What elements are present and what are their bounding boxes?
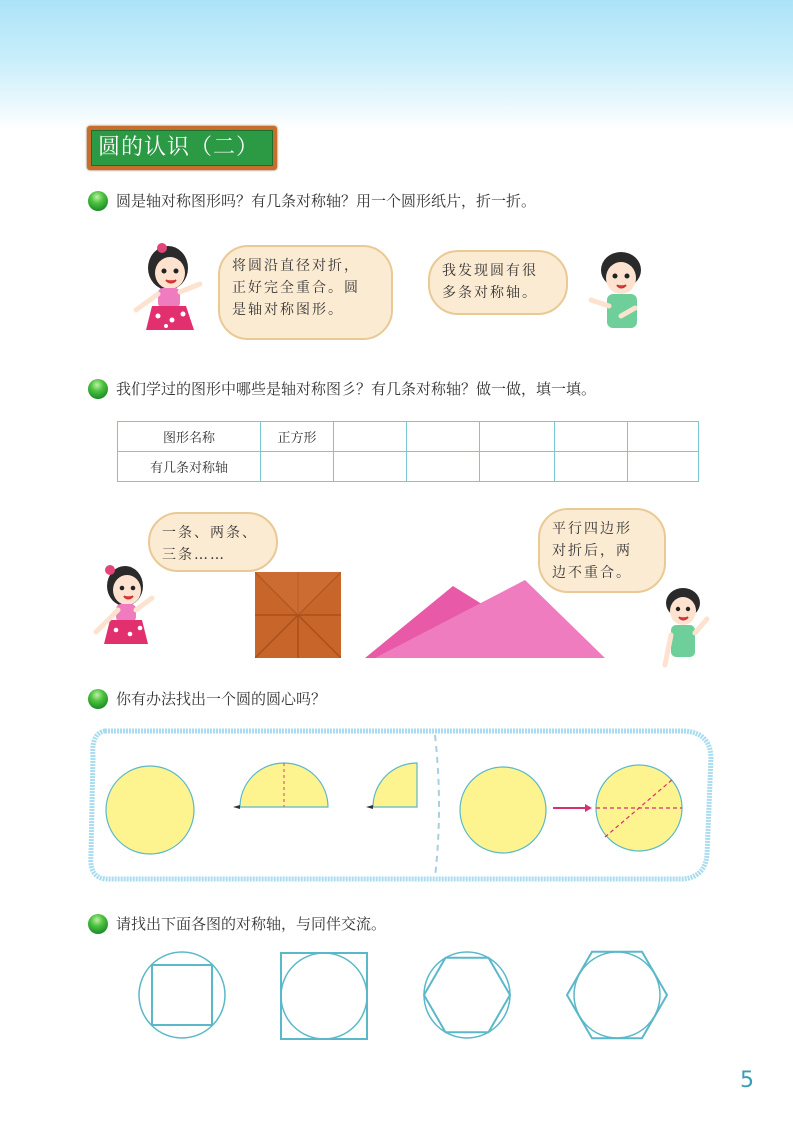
girl-character-icon <box>90 560 160 655</box>
hexagon-in-circle <box>424 952 510 1038</box>
table-row <box>118 422 699 452</box>
bubble-line: 平行四边形 <box>552 521 632 537</box>
find-center-panel <box>85 727 715 885</box>
green-bullet-icon <box>88 689 108 709</box>
symmetry-table <box>117 421 699 482</box>
bubble-line: 边不重合。 <box>552 565 632 581</box>
question-3-text: 你有办法找出一个圆的圆心吗？ <box>116 690 327 708</box>
table-cell[interactable] <box>480 422 555 452</box>
question-1-text: 圆是轴对称图形吗？有几条对称轴？用一个圆形纸片，折一折。 <box>116 192 537 210</box>
header-sky-banner <box>0 0 793 130</box>
row-header: 图形名称 <box>118 422 261 452</box>
table-cell[interactable] <box>407 422 480 452</box>
circle-before <box>460 767 546 853</box>
speech-bubble-girl-2 <box>148 512 278 572</box>
question-2 <box>88 378 596 399</box>
question-4 <box>88 913 386 934</box>
table-cell[interactable] <box>628 422 699 452</box>
row-header: 有几条对称轴 <box>118 452 261 482</box>
table-cell[interactable] <box>628 452 699 482</box>
bubble-line: 对折后，两 <box>552 543 632 559</box>
full-circle <box>106 766 194 854</box>
bubble-line: 正好完全重合。圆 <box>232 280 360 296</box>
table-cell[interactable] <box>407 452 480 482</box>
bubble-line: 多条对称轴。 <box>442 285 538 301</box>
bubble-line: 一条、两条、 <box>162 525 258 541</box>
speech-bubble-boy-2 <box>538 508 666 593</box>
bubble-line: 三条…… <box>162 547 226 563</box>
green-bullet-icon <box>88 914 108 934</box>
boy-character-icon <box>585 248 655 338</box>
folded-square-paper <box>255 572 341 658</box>
table-cell[interactable] <box>261 452 334 482</box>
inscribed-figures <box>130 945 690 1045</box>
lesson-title-plate <box>87 126 277 170</box>
green-bullet-icon <box>88 191 108 211</box>
table-cell[interactable] <box>334 452 407 482</box>
question-4-text: 请找出下面各图的对称轴，与同伴交流。 <box>116 915 387 933</box>
speech-bubble-boy-1 <box>428 250 568 315</box>
circle-in-square <box>281 953 367 1039</box>
question-2-text: 我们学过的图形中哪些是轴对称图彡？有几条对称轴？做一做，填一填。 <box>116 380 597 398</box>
question-3 <box>88 688 326 709</box>
lesson-title: 圆的认识（二） <box>91 130 273 166</box>
table-cell[interactable] <box>480 452 555 482</box>
boy-character-icon <box>655 585 715 670</box>
bubble-line: 我发现圆有很 <box>442 263 538 279</box>
table-cell[interactable] <box>334 422 407 452</box>
table-cell[interactable]: 正方形 <box>261 422 334 452</box>
table-cell[interactable] <box>555 422 628 452</box>
circle-with-diameters <box>596 765 682 851</box>
bubble-line: 是轴对称图形。 <box>232 302 344 318</box>
green-bullet-icon <box>88 379 108 399</box>
girl-character-icon <box>128 240 208 340</box>
bubble-line: 将圆沿直径对折， <box>232 258 360 274</box>
question-1 <box>88 190 536 211</box>
square-in-circle <box>139 952 225 1038</box>
table-row <box>118 452 699 482</box>
speech-bubble-girl-1 <box>218 245 393 340</box>
page-number: 5 <box>740 1068 754 1093</box>
table-cell[interactable] <box>555 452 628 482</box>
circle-in-hexagon <box>567 952 667 1039</box>
